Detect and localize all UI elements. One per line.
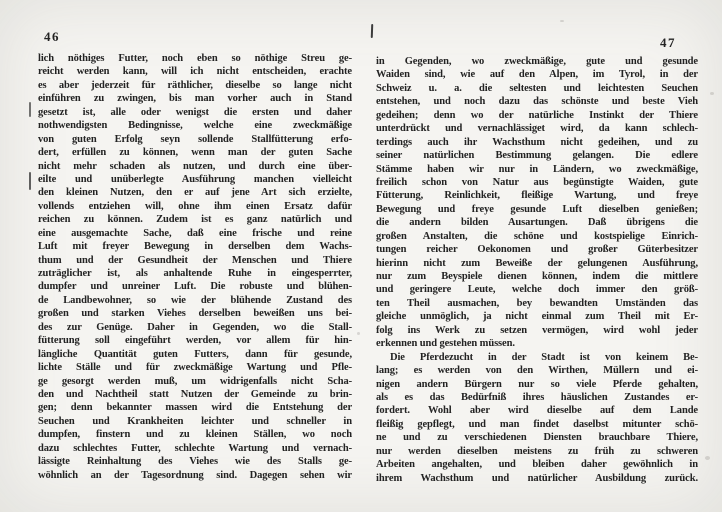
text-line: Arbeiten angehalten, und bleiben daher gewöhnlich in <box>376 459 698 471</box>
text-line: Die Pferdezucht in der Stadt ist von keinem Be- <box>390 351 698 363</box>
text-line: Waiden sind, wie auf den Alpen, im Tyrol, in der <box>376 69 698 81</box>
text-line: Stämme haben wir nur in Ländern, wo zweckmäßige, <box>376 163 698 175</box>
text-line: Schweiz u. a. die seltesten und leichtesten Seuchen <box>376 82 698 94</box>
text-line: gedeihen; denn wo der natürliche Instinkt der Thiere <box>376 109 698 121</box>
text-line: ne und zu verschiedenen Diensten brauchbare Thiere, <box>376 432 698 444</box>
text-line: tungen reicher Oekonomen und großer Güterbesitzer <box>376 244 698 256</box>
text-line: gen; denn bekannter massen wird die Entstehung der <box>38 402 352 414</box>
text-line: nigen andern Bürgern nur so viele Pferde gehalten, <box>376 378 698 390</box>
text-line: nicht mehr schaden als nutzen, und durch eine über- <box>38 160 352 172</box>
text-line: den kleinen Nutzen, den er auf jene Art sich erzielte, <box>38 187 352 199</box>
text-line: terdings auch ihr Wachsthum nicht gedeihen, und zu <box>376 136 698 148</box>
scan-speckle <box>705 456 710 460</box>
page-47 <box>376 36 698 485</box>
text-line: lang; es werden von den Wirthen, Müllern und ei- <box>376 365 698 377</box>
text-line: in Gegenden, wo zweckmäßige, gute und gesunde <box>376 56 698 67</box>
text-line: unterdrückt und vernachlässiget wird, da kann schlech- <box>376 123 698 135</box>
text-line: lässigte Reinhaltung des Viehes wie des Stalls ge- <box>38 456 352 468</box>
text-line: ten Theil ausmachen, bey bewandten Umständen das <box>376 297 698 309</box>
text-line: dumpfen, finstern und zu kleinen Ställen, wo noch <box>38 429 352 441</box>
text-line: de Landbewohner, so wie der blühende Zustand des <box>38 294 352 306</box>
text-line: fütterung soll eingeführt werden, vor allem für hin- <box>38 335 352 347</box>
text-line: großen Anstalten, die schöne und kostspielige Einrich- <box>376 230 698 242</box>
text-line: reichen zu können. Zudem ist es ganz natürlich und <box>38 214 352 226</box>
text-line: hierinn nicht zum Beweiße der gelungenen Ausführung, <box>376 257 698 269</box>
page-number-right: 47 <box>660 35 676 50</box>
text-line: dert, erfüllen zu können, wenn man der guten Sache <box>38 147 352 159</box>
text-line: eilte und unüberlegte Ausführung manchen vielleicht <box>38 173 352 185</box>
text-line: längliche Quantität guten Futters, dann für gesunde, <box>38 348 352 360</box>
text-line: ihrem Wachsthum und natürlicher Ausbildung zurück. <box>376 472 698 484</box>
text-line: freilich schon von Natur aus begünstigte Waiden, gute <box>376 176 698 188</box>
text-line: als es das Bedürfniß ihres häuslichen Zustandes er- <box>376 391 698 403</box>
text-line: und geringere Leute, welche doch immer den größ- <box>376 284 698 296</box>
gutter-ink-mark <box>371 24 373 38</box>
text-line: von guten Erfolg seyn sollende Stallfütterung erfo- <box>38 133 352 145</box>
text-line: fordert. Wohl aber wird dieselbe auf dem Lande <box>376 405 698 417</box>
text-line: fleißig gepflegt, und man findet daselbst mitunter schö- <box>376 418 698 430</box>
text-line: entstehen, und noch dazu das schönste und beste Vieh <box>376 96 698 108</box>
text-line: dazu schlechtes Futter, schlechte Wartung und vernach- <box>38 442 352 454</box>
text-line: nothwendigsten Bedingnisse, welche eine zweckmäßige <box>38 120 352 132</box>
text-line: die andern bilden Ausartungen. Daß übrigens die <box>376 217 698 229</box>
scan-speckle <box>357 332 360 335</box>
scan-speckle <box>560 20 564 22</box>
text-line: reicht werden kann, will ich nicht entscheiden, erachte <box>38 66 352 78</box>
text-line: folg ins Werk zu setzen vermögen, wird wohl jeder <box>376 324 698 336</box>
page-46-text-block <box>38 52 352 482</box>
left-margin-ink-mark <box>29 172 31 190</box>
text-line: nur zum Beyspiele dienen können, indem die mittlere <box>376 271 698 282</box>
text-line: thum und der Gesundheit der Menschen und Thiere <box>38 254 352 266</box>
text-line: dumpfer und unreiner Luft. Die robuste und blühen- <box>38 281 352 293</box>
text-line: wöhnlich an der Tagesordnung sind. Dagegen sehen wir <box>38 469 352 481</box>
text-line: Fütterung, Reinlichkeit, fleißige Wartung, und freye <box>376 190 698 202</box>
page-46 <box>38 30 352 482</box>
text-line: lichte Ställe und für zweckmäßige Wartung und Pfle- <box>38 362 352 374</box>
text-line: Bewegung und freye gesunde Luft dieselben genießen; <box>376 203 698 215</box>
text-line: Luft mit freyer Bewegung in derselben dem Wachs- <box>38 241 352 253</box>
text-line: lich nöthiges Futter, noch eben so nöthige Streu ge- <box>38 53 352 64</box>
text-line: den und Nachtheil statt Nutzen der Gemeinde zu brin- <box>38 388 352 400</box>
text-line: gesetzt ist, alle oder wenigst die ersten und daher <box>38 106 352 118</box>
text-line: gleiche unmöglich, ja nicht einmal zum Theil mit Er- <box>376 311 698 323</box>
text-line: es aber jederzeit für räthlicher, dieselbe so lange nicht <box>38 79 352 91</box>
text-line: großen und starken Viehes derselben beweißen uns bei- <box>38 308 352 320</box>
text-line: nur werden dieselben meistens zu früh zu schweren <box>376 445 698 457</box>
scan-speckle <box>710 92 714 95</box>
left-margin-ink-mark <box>29 102 31 117</box>
text-line: vollends entziehen will, ohne ihm einen Ersatz dafür <box>38 200 352 212</box>
page-number-left: 46 <box>44 29 60 44</box>
text-line: seiner natürlichen Bestimmung gelangen. Die edlere <box>376 150 698 162</box>
text-line: eine ausgemachte Sache, daß eine frische und reine <box>38 227 352 239</box>
text-line: zuträglicher ist, als anhaltende Ruhe in eingesperrter, <box>38 268 352 279</box>
text-line: ge gesorgt werden muß, um widrigenfalls nicht Scha- <box>38 375 352 387</box>
page-47-text-block <box>376 55 698 485</box>
text-line: des zur Genüge. Daher in Gegenden, wo die Stall- <box>38 321 352 333</box>
text-line: Seuchen und Krankheiten leichter und schneller in <box>38 415 352 427</box>
text-line: erkennen und gestehen müssen. <box>376 338 515 350</box>
text-line: einführen zu zwingen, bis man vorher auch in Stand <box>38 93 352 105</box>
